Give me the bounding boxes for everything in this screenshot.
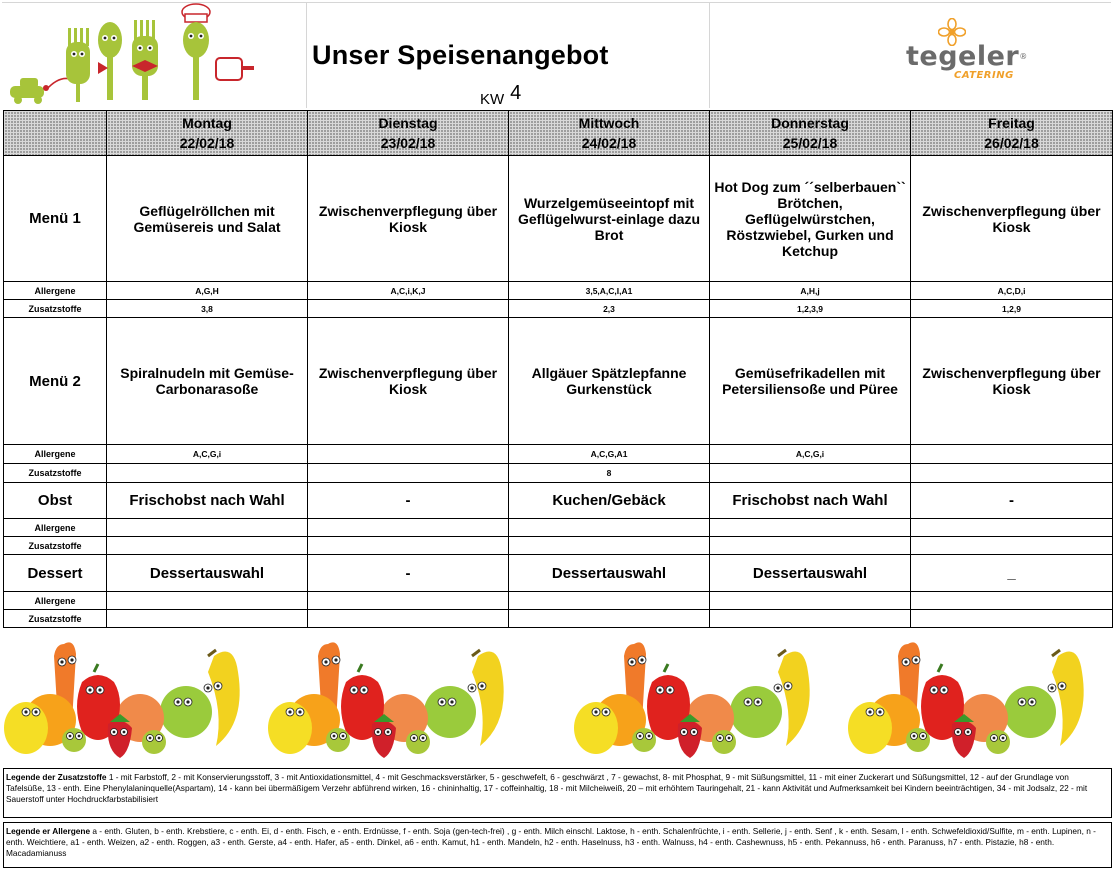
menu1-zusatz-row [4,300,1113,318]
dessert-zusatz-row [4,610,1113,628]
allergene-label: Allergene [4,445,107,464]
legend-zusatz-text: 1 - mit Farbstoff, 2 - mit Konservierungsstoff, 3 - mit Antioxidationsmittel, 4 - mit Geschmacksverstärker, 5 - geschwefelt, 6 - geschwärzt , 7 - gewachst, 8- mit Phosphat, 9 - mit Süßungsmittel, 11 - mit einer Zuckerart und Süßungsmittel, 12 - auf der Grundlage von Tafelsüße, 13 - enth. Eine Phenylalaninquelle(Aspartam), 14 - kann bei übermäßigem Verzehr abführend wirken, 16 - chininhaltig, 17 - coffeinhaltig, 18 - mit Milcheiweiß, 20 – mit erhöhtem Tauringehalt, 21 - kann Aktivität und Aufmerksamkeit bei Kindern beeinträchtigen, 34 - mit Jodsalz, 22 - mit Sauerstoff unter Hochdruckfarbstabilisiert [6,772,1088,804]
fork-character-icon [66,28,90,102]
header-divider [306,2,307,108]
spoon-character-icon [98,22,122,100]
pan-character-icon [216,58,254,80]
day-header: Montag 22/02/18 [107,111,308,156]
zusatz-value [710,610,911,628]
legend-allergene-title: Legende er Allergene [6,826,93,836]
menu1-dish: Zwischenverpflegung über Kiosk [308,156,509,282]
menu1-dish: Zwischenverpflegung über Kiosk [911,156,1113,282]
kw-label: KW [480,91,505,108]
zusatz-value [911,610,1113,628]
dessert-dish: Dessertauswahl [107,555,308,592]
obst-dish: - [911,483,1113,519]
menu2-dish: Gemüsefrikadellen mit Petersiliensoße und Püree [710,318,911,445]
dessert-row [4,555,1113,592]
kw-number: 4 [510,82,522,104]
allergene-value [308,445,509,464]
legend-zusatzstoffe [3,768,1112,818]
obst-dish: - [308,483,509,519]
allergene-label: Allergene [4,519,107,537]
menu2-allergene-row [4,445,1113,464]
fruit-characters-icon [2,632,272,767]
zusatzstoffe-label: Zusatzstoffe [4,537,107,555]
obst-label: Obst [4,483,107,519]
fork-bowtie-character-icon [132,20,158,100]
allergene-value [911,445,1113,464]
allergene-value [710,519,911,537]
chef-character-icon [182,4,210,100]
allergene-value [308,592,509,610]
day-header: Freitag 26/02/18 [911,111,1113,156]
zusatz-value: 1,2,9 [911,300,1113,318]
zusatz-value [308,300,509,318]
obst-row [4,483,1113,519]
fruit-characters-icon [846,632,1113,767]
day-header-row [4,111,1113,156]
zusatzstoffe-label: Zusatzstoffe [4,464,107,483]
day-header: Dienstag 23/02/18 [308,111,509,156]
zusatz-value [911,464,1113,483]
obst-dish: Frischobst nach Wahl [107,483,308,519]
fruit-characters-icon [572,632,842,767]
allergene-value [911,592,1113,610]
page-title: Unser Speisenangebot [312,40,609,70]
zusatz-value [308,610,509,628]
obst-dish: Frischobst nach Wahl [710,483,911,519]
brand-name: tegeler® [906,41,1028,72]
allergene-value: A,C,G,A1 [509,445,710,464]
allergene-value [107,519,308,537]
obst-allergene-row [4,519,1113,537]
calendar-week [480,82,522,110]
header-divider [709,2,710,108]
allergene-value: A,G,H [107,282,308,300]
menu2-zusatz-row [4,464,1113,483]
allergene-value [509,519,710,537]
menu2-dish: Zwischenverpflegung über Kiosk [308,318,509,445]
menu2-dish: Spiralnudeln mit Gemüse-Carbonarasoße [107,318,308,445]
cutlery-characters-logo [2,2,262,106]
dessert-label: Dessert [4,555,107,592]
day-header: Donnerstag 25/02/18 [710,111,911,156]
obst-zusatz-row [4,537,1113,555]
menu2-row [4,318,1113,445]
legend-allergene-text: a - enth. Gluten, b - enth. Krebstiere, c - enth. Ei, d - enth. Fisch, e - enth. Erdnüsse, f - enth. Soja (gen-tech-frei) , g - enth. Milch einschl. Laktose, h - enth. Schalenfrüchte, i - enth. Sellerie, j - enth. Senf , k - enth. Sesam, l - enth. Schwefeldioxid/Sulfite, m - enth. Lupinen, n - enth. Weichtiere, a1 - enth. Weizen, a2 - enth. Roggen, a3 - enth. Gerste, a4 - enth. Hafer, a5 - enth. Dinkel, a6 - enth. Kamut, h1 - enth. Mandeln, h2 - enth. Haselnuss, h3 - enth. Walnuss, h4 - enth. Cashewnuss, h5 - enth. Pekannuss, h6 - enth. Paranuss, h7 - enth. Pistazie, h8 - enth. Macadamianuss [6,826,1096,858]
zusatz-value [107,464,308,483]
obst-dish: Kuchen/Gebäck [509,483,710,519]
allergene-value: A,C,i,K,J [308,282,509,300]
dessert-dish: _ [911,555,1113,592]
dessert-dish: Dessertauswahl [509,555,710,592]
menu1-dish: Geflügelröllchen mit Gemüsereis und Salat [107,156,308,282]
day-header: Mittwoch 24/02/18 [509,111,710,156]
zusatz-value [509,610,710,628]
menu1-dish: Hot Dog zum ´´selberbauen`` Brötchen, Geflügelwürstchen, Röstzwiebel, Gurken und Ketchup [710,156,911,282]
zusatz-value [107,610,308,628]
zusatz-value: 3,8 [107,300,308,318]
allergene-value: A,H,j [710,282,911,300]
zusatz-value: 2,3 [509,300,710,318]
allergene-label: Allergene [4,592,107,610]
dessert-dish: - [308,555,509,592]
fruit-illustration-band [0,632,1113,767]
dessert-dish: Dessertauswahl [710,555,911,592]
allergene-value: 3,5,A,C,I,A1 [509,282,710,300]
menu-table [3,110,1113,628]
zusatz-value [308,537,509,555]
menu2-dish: Allgäuer Spätzlepfanne Gurkenstück [509,318,710,445]
zusatzstoffe-label: Zusatzstoffe [4,300,107,318]
zusatzstoffe-label: Zusatzstoffe [4,610,107,628]
corner-cell [4,111,107,156]
allergene-value [308,519,509,537]
menu1-dish: Wurzelgemüseeintopf mit Geflügelwurst-einlage dazu Brot [509,156,710,282]
menu1-row [4,156,1113,282]
zusatz-value [308,464,509,483]
toy-car-icon [10,78,77,104]
fruit-characters-icon [266,632,536,767]
zusatz-value [107,537,308,555]
menu2-label: Menü 2 [4,318,107,445]
allergene-value [710,592,911,610]
menu1-allergene-row [4,282,1113,300]
zusatz-value: 1,2,3,9 [710,300,911,318]
zusatz-value: 8 [509,464,710,483]
allergene-value: A,C,G,i [710,445,911,464]
legend-allergene [3,822,1112,868]
zusatz-value [710,537,911,555]
menu2-dish: Zwischenverpflegung über Kiosk [911,318,1113,445]
allergene-value [509,592,710,610]
brand-logo [866,8,1058,84]
legend-zusatz-title: Legende der Zusatzstoffe [6,772,109,782]
allergene-value [107,592,308,610]
allergene-value: A,C,G,i [107,445,308,464]
allergene-value [911,519,1113,537]
zusatz-value [911,537,1113,555]
brand-sub: CATERING [954,70,1014,81]
dessert-allergene-row [4,592,1113,610]
allergene-value: A,C,D,i [911,282,1113,300]
zusatz-value [710,464,911,483]
menu1-label: Menü 1 [4,156,107,282]
allergene-label: Allergene [4,282,107,300]
zusatz-value [509,537,710,555]
